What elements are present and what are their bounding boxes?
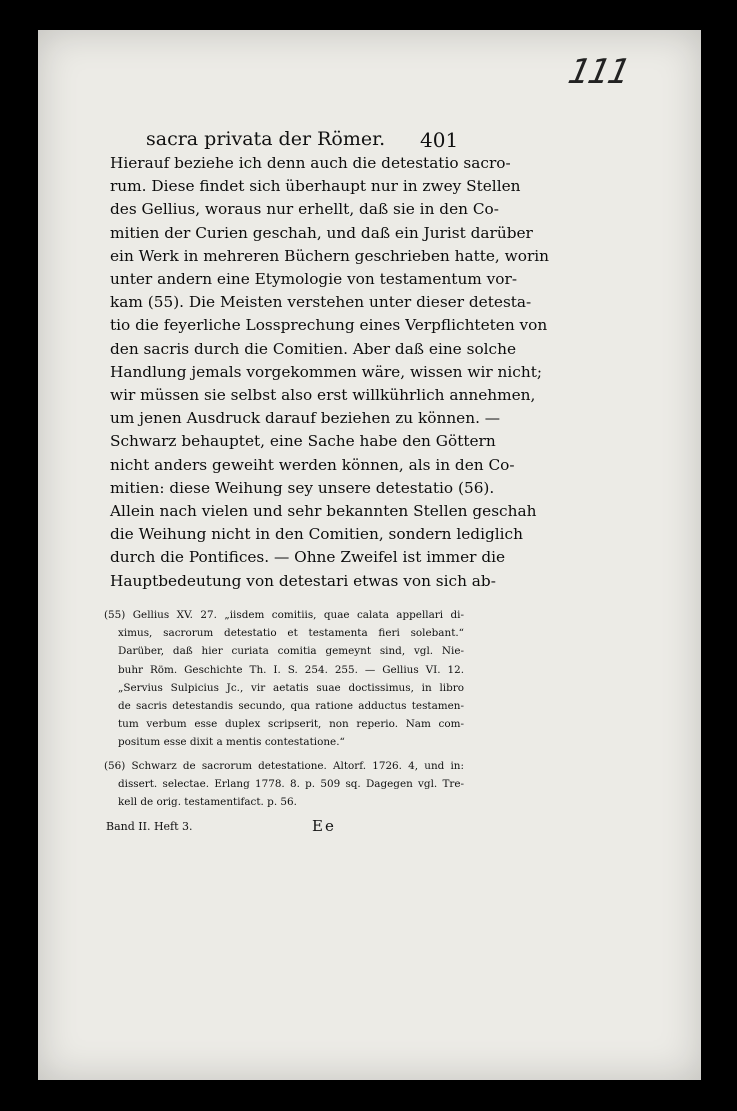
body-line: ein Werk in mehreren Büchern geschrieben hatte, worin [110, 246, 550, 265]
footnote-line: (56) Schwarz de sacrorum detestatione. Altorf. 1726. 4, und in: [104, 759, 464, 772]
body-line: um jenen Ausdruck darauf beziehen zu können. — [110, 409, 501, 428]
footnote-line: de sacris detestandis secundo, qua ratione adductus testamen- [118, 700, 464, 713]
signature-line: Band II. Heft 3. [106, 820, 193, 833]
body-line: kam (55). Die Meisten verstehen unter dieser detesta- [110, 293, 532, 312]
footnote-line: dissert. selectae. Erlang 1778. 8. p. 509 sq. Dagegen vgl. Tre- [118, 777, 464, 790]
body-line: mitien: diese Weihung sey unsere detestatio (56). [110, 478, 495, 497]
page-number: 401 [420, 128, 459, 152]
footnote-line: tum verbum esse duplex scripserit, non reperio. Nam com- [118, 718, 464, 731]
body-line: unter andern eine Etymologie von testamentum vor- [110, 270, 517, 289]
footnote-line: (55) Gellius XV. 27. „iisdem comitiis, quae calata appellari di- [104, 609, 464, 621]
body-line: durch die Pontifices. — Ohne Zweifel ist immer die [110, 548, 506, 567]
body-line: wir müssen sie selbst also erst willkührlich annehmen, [110, 386, 536, 405]
footnotes [104, 606, 464, 816]
footnote-line: buhr Röm. Geschichte Th. I. S. 254. 255. — Gellius VI. 12. [118, 663, 464, 676]
body-text [110, 152, 550, 593]
body-line: Hauptbedeutung von detestari etwas von sich ab- [110, 571, 496, 590]
footnote-55 [104, 606, 464, 752]
footnote-56 [104, 757, 464, 812]
body-line: nicht anders geweiht werden können, als in den Co- [110, 455, 515, 474]
footnote-line: ximus, sacrorum detestatio et testamenta fieri solebant.“ [118, 627, 464, 640]
body-line: Allein nach vielen und sehr bekannten Stellen geschah [110, 502, 537, 521]
body-line: Schwarz behauptet, eine Sache habe den Göttern [110, 432, 496, 451]
body-line: des Gellius, woraus nur erhellt, daß sie in den Co- [110, 200, 499, 219]
body-line: Handlung jemals vorgekommen wäre, wissen wir nicht; [110, 362, 543, 381]
handwritten-page-number: 111 [564, 52, 633, 92]
signature-mark: Ee [312, 817, 336, 835]
running-title: sacra privata der Römer. [146, 128, 386, 150]
footnote-line: positum esse dixit a mentis contestatione.“ [118, 736, 345, 749]
body-line: tio die feyerliche Lossprechung eines Verpflichteten von [110, 316, 548, 335]
body-line: den sacris durch die Comitien. Aber daß eine solche [110, 339, 517, 358]
footnote-line: „Servius Sulpicius Jc., vir aetatis suae doctissimus, in libro [118, 681, 464, 694]
footnote-line: Darüber, daß hier curiata comitia gemeynt sind, vgl. Nie- [118, 645, 464, 658]
body-line: mitien der Curien geschah, und daß ein Jurist darüber [110, 223, 533, 242]
body-line: Hierauf beziehe ich denn auch die detestatio sacro- [110, 154, 511, 172]
footnote-line: kell de orig. testamentifact. p. 56. [118, 796, 297, 809]
body-line: die Weihung nicht in den Comitien, sondern lediglich [110, 525, 523, 544]
body-line: rum. Diese findet sich überhaupt nur in zwey Stellen [110, 177, 521, 196]
